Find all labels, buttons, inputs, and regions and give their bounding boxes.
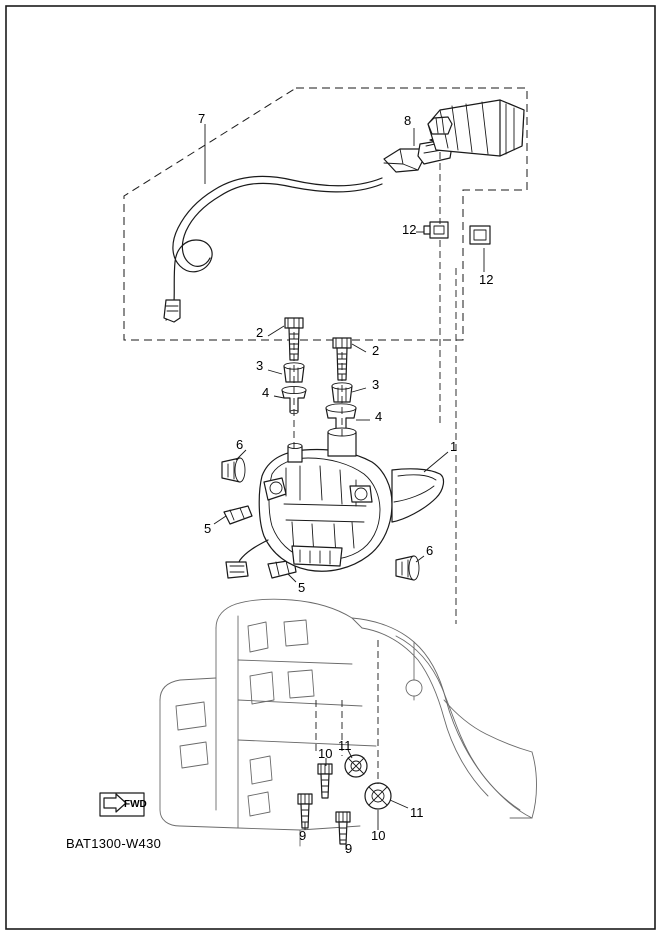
callout-8: 8 <box>404 113 412 128</box>
callout-4-right: 4 <box>375 409 383 424</box>
callout-6-left: 6 <box>236 437 244 452</box>
callout-7: 7 <box>198 111 206 126</box>
callout-12-lower: 12 <box>479 272 494 287</box>
callout-1: 1 <box>450 439 458 454</box>
callout-6-right: 6 <box>426 543 434 558</box>
fwd-direction-label: FWD <box>124 799 147 810</box>
part-code-label: BAT1300-W430 <box>66 836 162 851</box>
callout-11-lower: 11 <box>410 805 424 820</box>
callout-2-left: 2 <box>256 325 264 340</box>
callout-3-right: 3 <box>372 377 380 392</box>
callout-10-lower: 10 <box>371 828 386 843</box>
callout-9-right: 9 <box>345 841 353 856</box>
callout-5-left: 5 <box>204 521 212 536</box>
callout-12-upper: 12 <box>402 222 417 237</box>
callout-9-left: 9 <box>299 828 307 843</box>
callout-5-right: 5 <box>298 580 306 595</box>
callout-4-left: 4 <box>262 385 270 400</box>
callout-2-right: 2 <box>372 343 380 358</box>
callout-10-upper: 10 <box>318 746 333 761</box>
callout-3-left: 3 <box>256 358 264 373</box>
callout-11-upper: 11 <box>338 738 352 753</box>
